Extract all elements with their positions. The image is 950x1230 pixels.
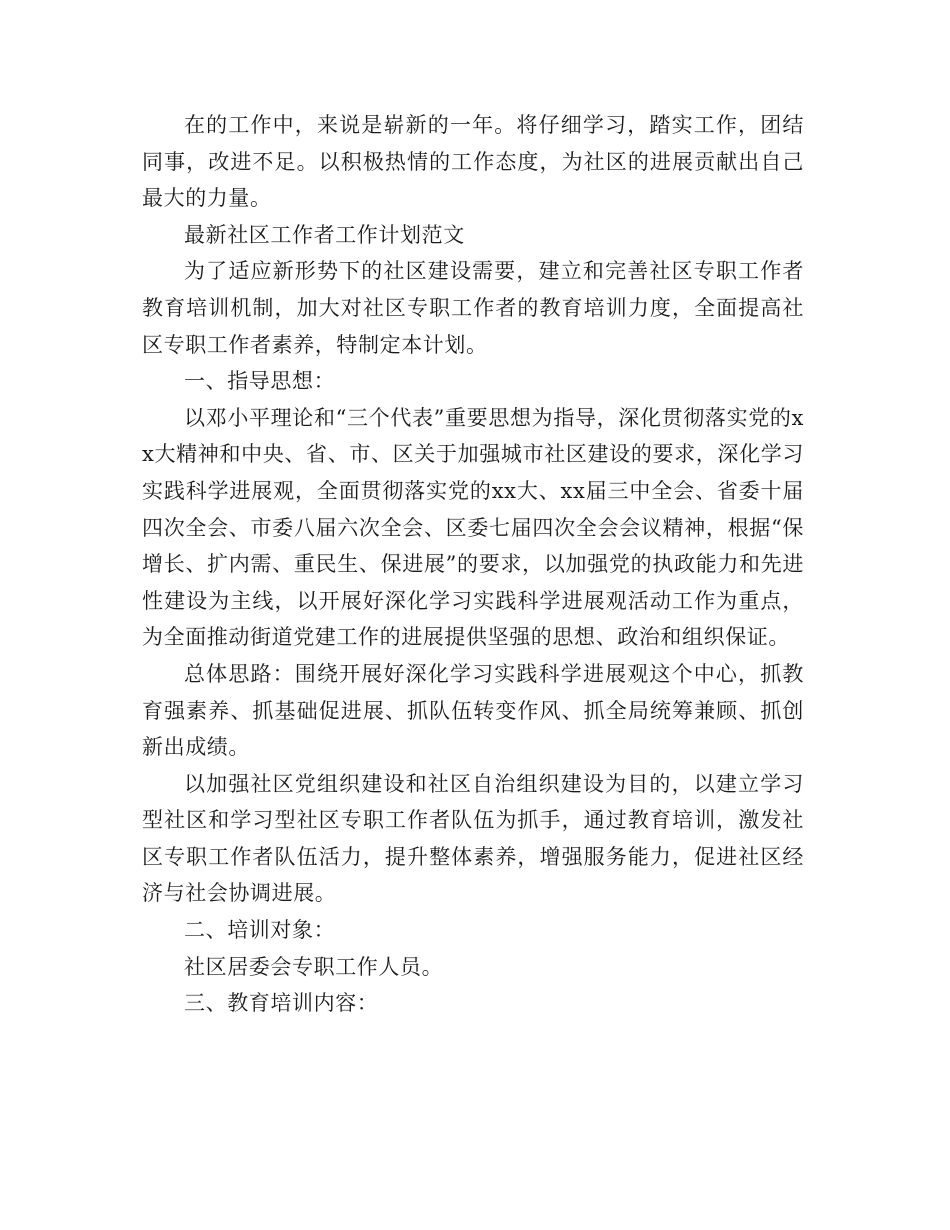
- paragraph-intro-closing: 在的工作中，来说是崭新的一年。将仔细学习，踏实工作，团结同事，改进不足。以积极热情的工作态度，为社区的进展贡献出自己最大的力量。: [142, 113, 804, 211]
- paragraph-objectives: 以加强社区党组织建设和社区自治组织建设为目的，以建立学习型社区和学习型社区专职工作者队伍为抓手，通过教育培训，激发社区专职工作者队伍活力，提升整体素养，增强服务能力，促进社区经济与社会协调进展。: [142, 771, 804, 906]
- section-heading-training-targets: 二、培训对象：: [184, 918, 336, 943]
- paragraph-training-targets: 社区居委会专职工作人员。: [184, 954, 444, 979]
- document-page: [142, 107, 804, 1022]
- paragraph-overall-approach: 总体思路：围绕开展好深化学习实践科学进展观这个中心，抓教育强素养、抓基础促进展、抓队伍转变作风、抓全局统筹兼顾、抓创新出成绩。: [142, 661, 804, 760]
- paragraph-guiding-ideology: 以邓小平理论和“三个代表”重要思想为指导，深化贯彻落实党的xx大精神和中央、省、市、区关于加强城市社区建设的要求，深化学习实践科学进展观，全面贯彻落实党的xx大、xx届三中全会、省委十届四次全会、市委八届六次全会、区委七届四次全会会议精神，根据“保增长、扩内需、重民生、保进展”的要求，以加强党的执政能力和先进性建设为主线，以开展好深化学习实践科学进展观活动工作为重点，为全面推动街道党建工作的进展提供坚强的思想、政治和组织保证。: [142, 405, 804, 650]
- section-heading-training-content: 三、教育培训内容：: [184, 991, 379, 1016]
- section-heading-guiding-ideology: 一、指导思想：: [184, 369, 336, 394]
- paragraph-purpose: 为了适应新形势下的社区建设需要，建立和完善社区专职工作者教育培训机制，加大对社区专职工作者的教育培训力度，全面提高社区专职工作者素养，特制定本计划。: [142, 259, 804, 357]
- document-title: 最新社区工作者工作计划范文: [184, 222, 465, 247]
